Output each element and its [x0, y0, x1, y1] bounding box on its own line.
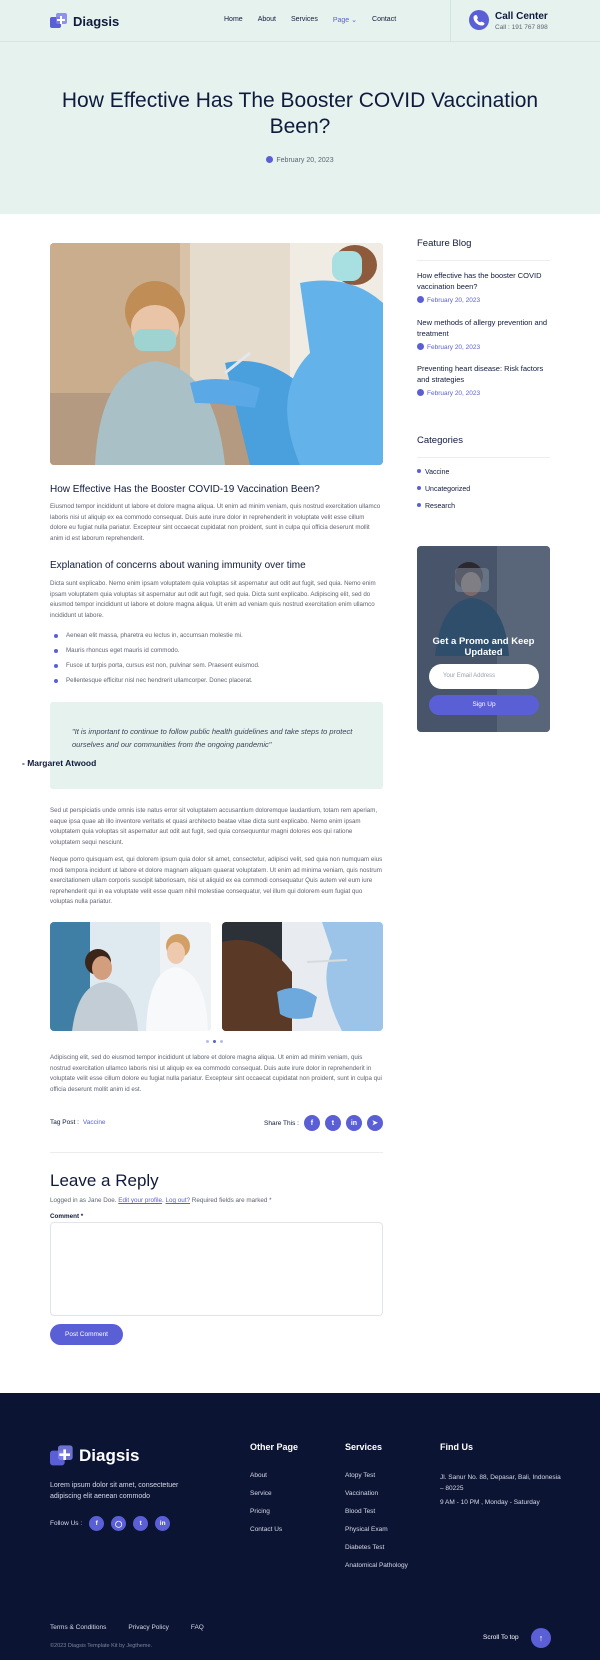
- quote-text: "It is important to continue to follow public health guidelines and take steps to protect ourselves and our communities from the ongoing pandemic": [72, 727, 353, 749]
- article-paragraph-5: Adipiscing elit, sed do eiusmod tempor incididunt ut labore et dolore magna aliqua. Ut enim ad minim veniam, quis nostrud exercitation ullamco laboris nisi ut aliquip ex ea commodo consequat. Duis aute irure dolor in reprehenderit in voluptate velit esse cillum dolore eu fugiat nulla pariatur. Excepteur sint occaecat cupidatat non proident, sunt in culpa qui officia deserunt mollit anim id est.: [50, 1054, 382, 1093]
- edit-profile-link[interactable]: Edit your profile: [118, 1197, 163, 1204]
- copyright: ©2023 Diagsis Template Kit by Jegtheme.: [50, 1643, 153, 1649]
- footer-link[interactable]: About: [250, 1472, 267, 1479]
- footer-link[interactable]: Service: [250, 1490, 272, 1497]
- logout-link[interactable]: Log out?: [165, 1197, 191, 1204]
- article-heading: How Effective Has the Booster COVID-19 Vaccination Been?: [50, 484, 320, 495]
- instagram-icon[interactable]: ◯: [111, 1516, 126, 1531]
- site-header: [0, 0, 600, 42]
- post-date-text: February 20, 2023: [427, 297, 481, 304]
- reply-title: Leave a Reply: [50, 1171, 159, 1190]
- category-research[interactable]: Research: [417, 503, 455, 510]
- article-paragraph-4: Neque porro quisquam est, qui dolorem ipsum quia dolor sit amet, consectetur, adipisci velit, sed quia non numquam eius modi tempora incidunt ut labore et dolore magnam aliquam quaerat voluptatem. Ut enim ad minima veniam, quis nostrum exercitationem ullam corporis suscipit laboriosam, nisi ut aliquid ex ea commodi consequatur Quis autem vel eum iure reprehenderit qui in ea voluptate velit esse quam nihil molestiae consequatur, vel illum qui dolorem eum fugiat quo voluptas nulla pariatur.: [50, 856, 383, 905]
- feature-post-title[interactable]: New methods of allergy prevention and treatment: [417, 318, 548, 338]
- faq-link[interactable]: FAQ: [190, 1624, 204, 1631]
- feature-post-title[interactable]: Preventing heart disease: Risk factors and strategies: [417, 364, 544, 384]
- pagination-dot[interactable]: [220, 1040, 223, 1043]
- list-item: Aenean elit massa, pharetra eu lectus in, accumsan molestie mi.: [50, 632, 260, 647]
- tag-row: [50, 1119, 106, 1126]
- clock-icon: [417, 389, 424, 396]
- footer-link[interactable]: Atopy Test: [345, 1472, 376, 1479]
- feature-post-1[interactable]: [417, 271, 552, 304]
- clock-icon: [266, 156, 273, 163]
- logo-text: Diagsis: [73, 13, 120, 29]
- logo-icon: [50, 12, 68, 30]
- hero-date: [0, 156, 600, 164]
- promo-title: Get a Promo and Keep Updated: [432, 636, 535, 658]
- footer-col-title: Find Us: [440, 1442, 473, 1452]
- post-date-text: February 20, 2023: [427, 390, 481, 397]
- footer-link[interactable]: Pricing: [250, 1508, 270, 1515]
- list-item: Mauris rhoncus eget mauris id commodo.: [50, 647, 260, 662]
- nav-services[interactable]: Services: [290, 16, 318, 23]
- required-note: Required fields are marked *: [191, 1197, 272, 1204]
- footer-link[interactable]: Physical Exam: [345, 1526, 388, 1533]
- article-main-image: [50, 243, 383, 465]
- nav-page[interactable]: [333, 16, 357, 24]
- article-paragraph-2: Dicta sunt explicabo. Nemo enim ipsam voluptatem quia voluptas sit aspernatur aut odit aut fugit, sed quia. Nemo enim ipsam voluptatem quia voluptas sit aspernatur aut odit aut fugit, sed quia. Dicta sunt explicabo. Adipiscing elit, sed do eiusmod tempor incididunt ut labore et dolore magna aliqua. Ut enim ad veniam quis nostrud exercitation enim ullamco incididunt ut labore.: [50, 580, 376, 619]
- hero-banner: [0, 42, 600, 214]
- logged-prefix: Logged in as Jane Doe.: [50, 1197, 117, 1204]
- post-comment-button[interactable]: Post Comment: [50, 1324, 123, 1345]
- footer-services: [345, 1472, 408, 1580]
- list-item: Fusce ut turpis porta, cursus est non, pulvinar sem. Praesent euismod.: [50, 662, 260, 677]
- feature-blog-title: Feature Blog: [417, 238, 472, 249]
- chevron-down-icon: ⌄: [351, 17, 358, 24]
- footer-link[interactable]: Diabetes Test: [345, 1544, 385, 1551]
- logged-in-note: [50, 1197, 272, 1204]
- promo-signup-button[interactable]: Sign Up: [429, 695, 539, 715]
- feature-post-3[interactable]: [417, 364, 552, 397]
- nav-about[interactable]: About: [257, 16, 276, 23]
- article-bullet-list: [50, 632, 260, 692]
- divider: [417, 260, 550, 261]
- article-subheading: Explanation of concerns about waning immunity over time: [50, 560, 306, 571]
- privacy-link[interactable]: Privacy Policy: [128, 1624, 169, 1631]
- clock-icon: [417, 343, 424, 350]
- feature-post-date: [417, 343, 552, 351]
- gallery-image-2[interactable]: [222, 922, 383, 1031]
- divider: [50, 1152, 383, 1153]
- gallery-image-1[interactable]: [50, 922, 211, 1031]
- arrow-up-icon[interactable]: ↑: [531, 1628, 551, 1648]
- telegram-icon[interactable]: ➤: [367, 1115, 383, 1131]
- nav-page-label: Page: [332, 17, 350, 24]
- comment-textarea[interactable]: [50, 1222, 383, 1316]
- pagination-dot[interactable]: [206, 1040, 209, 1043]
- article-paragraph-3: Sed ut perspiciatis unde omnis iste natus error sit voluptatem accusantium doloremque laudantium, totam rem aperiam, eaque ipsa quae ab illo inventore veritatis et quasi architecto beatae vitae dicta sunt explicabo. Nemo enim ipsam voluptatem quia voluptas sit aspernatur aut odit aut fugit, sed quia consequuntur magni dolores eos qui ratione voluptatem sequi nesciunt.: [50, 807, 378, 846]
- logo-icon: [50, 1444, 74, 1468]
- footer-description: Lorem ipsum dolor sit amet, consectetuer adipiscing elit aenean commodo: [50, 1482, 179, 1500]
- twitter-icon[interactable]: t: [133, 1516, 148, 1531]
- footer-col-title: Services: [345, 1442, 383, 1452]
- post-date-text: February 20, 2023: [427, 344, 481, 351]
- follow-label: Follow Us :: [50, 1520, 83, 1527]
- list-item: Pellentesque efficitur nisl nec hendrerit ullamcorper. Donec placerat.: [50, 677, 260, 692]
- logo[interactable]: [50, 12, 119, 30]
- feature-post-2[interactable]: [417, 318, 552, 351]
- footer-link[interactable]: Anatomical Pathology: [345, 1562, 408, 1569]
- comment-label: Comment *: [50, 1213, 84, 1220]
- clock-icon: [417, 296, 424, 303]
- promo-widget: [417, 546, 550, 732]
- footer-other-pages: [250, 1472, 282, 1544]
- period-text: .: [162, 1197, 164, 1204]
- pagination-dot-active[interactable]: [213, 1040, 216, 1043]
- footer-hours: 9 AM - 10 PM , Monday - Saturday: [440, 1499, 540, 1506]
- call-title: Call Center: [495, 11, 548, 22]
- category-uncategorized[interactable]: Uncategorized: [417, 486, 470, 493]
- page-title: How Effective Has The Booster COVID Vaccination Been?: [61, 89, 539, 138]
- article-paragraph-1: Eiusmod tempor incididunt ut labore et dolore magna aliqua. Ut enim ad minim veniam, quis nostrud exercitation ullamco laboris nisi ut aliquip ex ea commodo consequat. Duis aute irure dolor in reprehenderit in voluptate velit esse cillum dolore eu fugiat nulla pariatur. Excepteur sint occaecat cupidatat non proident, sunt in culpa qui officia deserunt mollit anim id est laborum reprehenderit.: [50, 503, 381, 542]
- nav-contact[interactable]: Contact: [372, 16, 397, 23]
- share-label: Share This :: [264, 1119, 299, 1127]
- linkedin-icon[interactable]: in: [155, 1516, 170, 1531]
- feature-post-date: [417, 296, 552, 304]
- nav-home[interactable]: Home: [224, 16, 243, 23]
- phone-icon: [469, 10, 489, 30]
- footer-link[interactable]: Vaccination: [345, 1490, 379, 1497]
- quote-author: - Margaret Atwood: [22, 758, 97, 768]
- footer-logo[interactable]: [50, 1444, 139, 1468]
- call-center[interactable]: [450, 0, 600, 42]
- call-number: Call : 191 767 898: [495, 24, 548, 31]
- footer-link[interactable]: Blood Test: [345, 1508, 376, 1515]
- site-footer: [0, 1393, 600, 1660]
- feature-post-date: [417, 389, 552, 397]
- footer-col-title: Other Page: [250, 1442, 299, 1452]
- tag-link-vaccine[interactable]: Vaccine: [82, 1119, 106, 1126]
- footer-address: Jl. Sanur No. 88, Depasar, Bali, Indonesia – 80225: [440, 1474, 561, 1492]
- feature-post-title[interactable]: How effective has the booster COVID vaccination been?: [417, 271, 542, 291]
- footer-bottom-links: [50, 1624, 204, 1631]
- linkedin-icon[interactable]: in: [346, 1115, 362, 1131]
- categories-title: Categories: [417, 435, 463, 446]
- divider: [417, 457, 550, 458]
- twitter-icon[interactable]: t: [325, 1115, 341, 1131]
- facebook-icon[interactable]: f: [89, 1516, 104, 1531]
- hero-date-text: February 20, 2023: [276, 157, 334, 164]
- logo-text: Diagsis: [79, 1446, 140, 1465]
- promo-email-input[interactable]: Your Email Address: [429, 664, 539, 689]
- terms-link[interactable]: Terms & Conditions: [50, 1624, 107, 1631]
- gallery-pagination: [206, 1040, 223, 1043]
- blockquote: [50, 702, 383, 789]
- tag-label: Tag Post :: [50, 1119, 79, 1126]
- share-row: [264, 1115, 383, 1131]
- facebook-icon[interactable]: f: [304, 1115, 320, 1131]
- main-nav: [224, 16, 396, 24]
- category-vaccine[interactable]: Vaccine: [417, 469, 449, 476]
- footer-link[interactable]: Contact Us: [250, 1526, 283, 1533]
- scroll-top-label[interactable]: Scroll To top: [483, 1634, 519, 1641]
- footer-follow: [50, 1516, 170, 1531]
